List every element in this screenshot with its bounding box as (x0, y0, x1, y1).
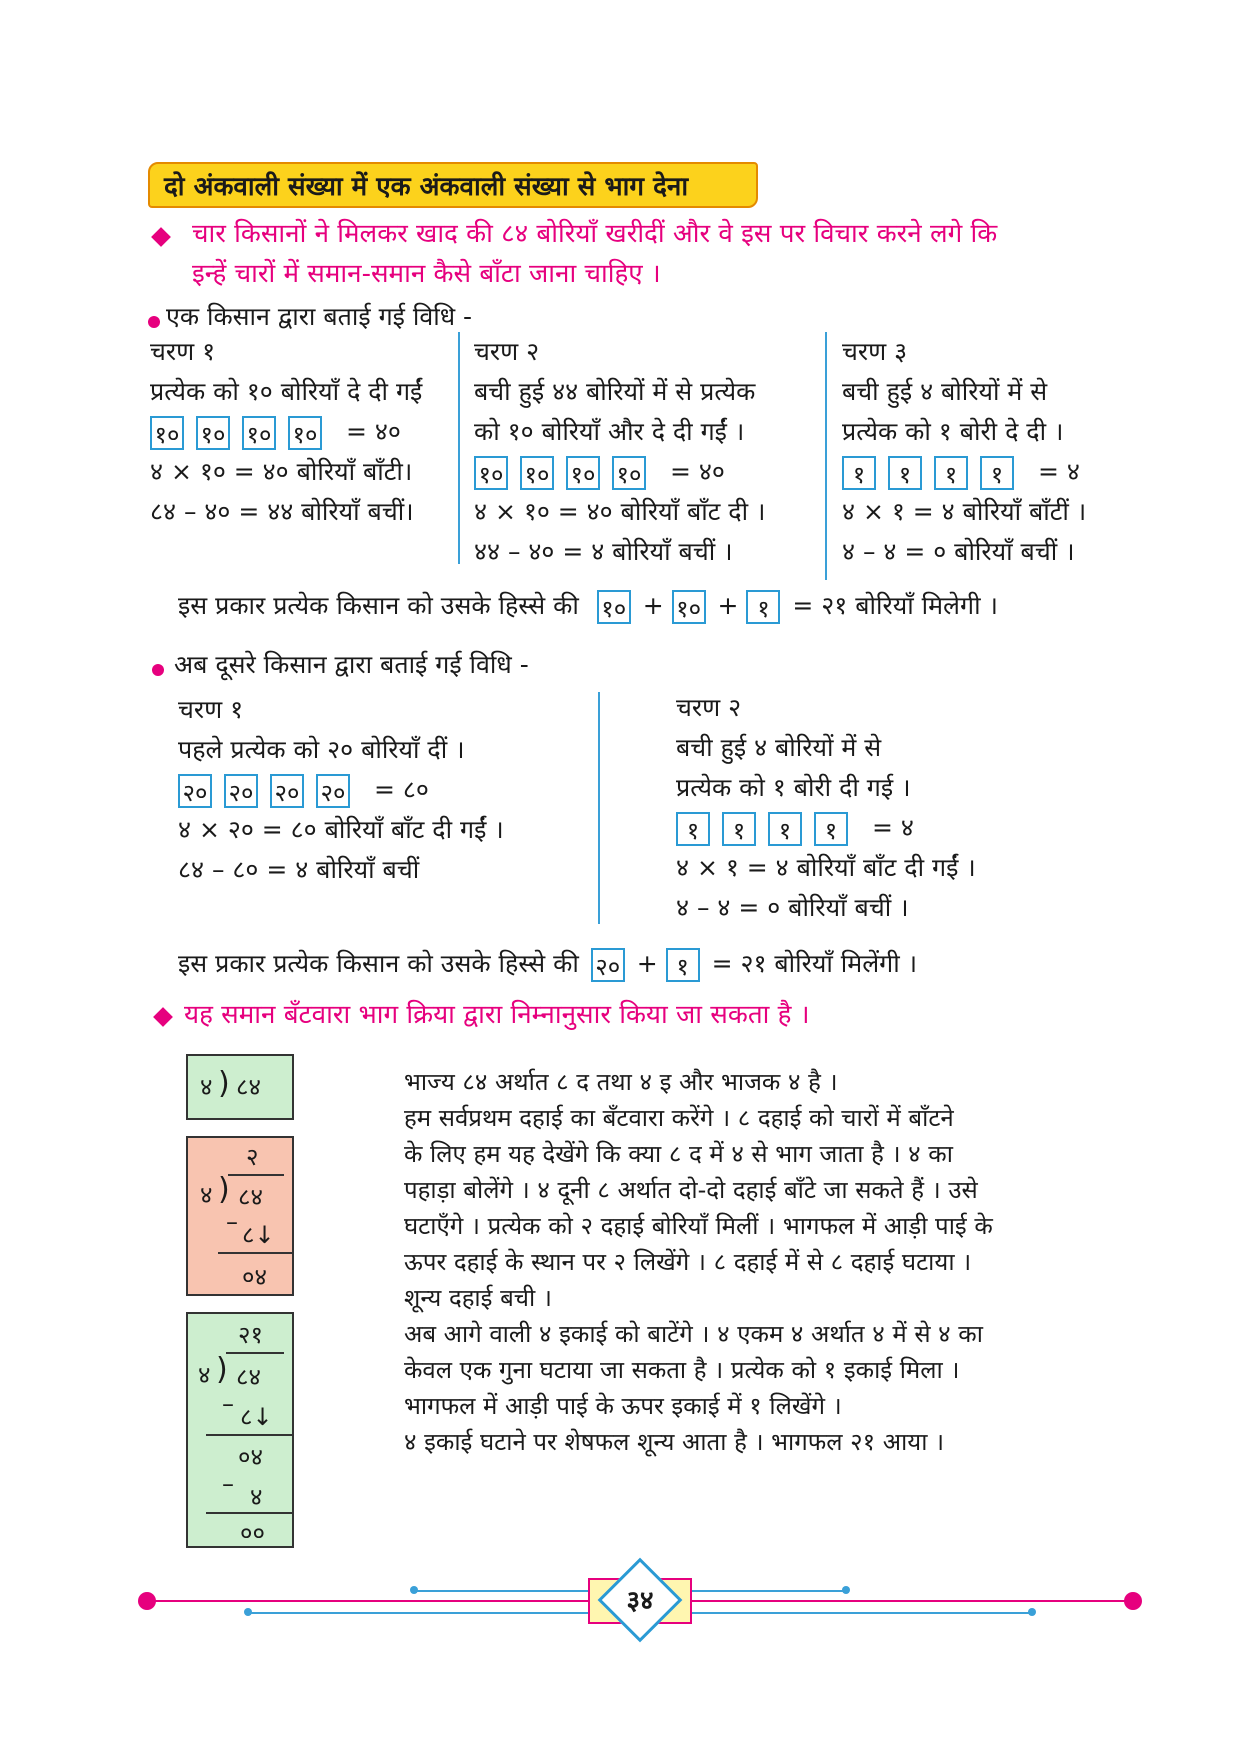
method1-step1 (150, 332, 422, 532)
explanation-line: ऊपर दहाई के स्थान पर २ लिखेंगे । ८ दहाई में से ८ दहाई घटाया । (404, 1248, 972, 1276)
number-box: १० (242, 416, 276, 450)
remainder: ०४ (242, 1263, 267, 1291)
explanation-line: भाज्य ८४ अर्थात ८ द तथा ४ इ और भाजक ४ है । (404, 1068, 838, 1096)
method2-step1 (178, 690, 504, 890)
remainder: ०४ (238, 1443, 263, 1471)
step-line: ४ – ४ = ० बोरियाँ बचीं । (676, 893, 909, 922)
step-line: प्रत्येक को १ बोरी दी गई । (676, 773, 911, 802)
method1-heading: एक किसान द्वारा बताई गई विधि - (166, 302, 473, 331)
final-remainder: ०० (240, 1519, 265, 1547)
step-line: ४ × १० = ४० बोरियाँ बाँटी। (150, 457, 413, 486)
dividend: ८४ (236, 1363, 261, 1391)
minus-sign: – (222, 1390, 234, 1418)
method1-summary: इस प्रकार प्रत्येक किसान को उसके हिस्से की १० + १० + १ = २१ बोरियाँ मिलेगी । (178, 591, 998, 623)
bracket-icon: ) (216, 1352, 228, 1387)
footer-dot-icon (1124, 1592, 1142, 1610)
number-box: २० (178, 774, 212, 808)
step-line: प्रत्येक को १० बोरियाँ दे दी गईं (150, 377, 423, 406)
step-line: ८४ – ८० = ४ बोरियाँ बचीं (178, 855, 420, 884)
step-line: बची हुई ४ बोरियों में से (676, 733, 882, 762)
number-box: १० (597, 590, 631, 624)
step-line: प्रत्येक को १ बोरी दे दी । (842, 417, 1064, 446)
dividend: ८४ (236, 1073, 261, 1101)
step-line: बची हुई ४४ बोरियों में से प्रत्येक (474, 377, 756, 406)
step-line: को १० बोरियाँ और दे दी गईं । (474, 417, 745, 446)
minus-sign: – (222, 1470, 234, 1498)
box-result: = ४ (872, 813, 914, 842)
explanation-line: हम सर्वप्रथम दहाई का बँटवारा करेंगे । ८ दहाई को चारों में बाँटने (404, 1104, 954, 1132)
bracket-icon: ) (218, 1172, 230, 1207)
number-box: १० (196, 416, 230, 450)
subtrahend: ८↓ (242, 1221, 275, 1249)
bracket-icon: ) (218, 1066, 230, 1101)
number-box: १० (474, 456, 508, 490)
explanation-line: शून्य दहाई बची । (404, 1284, 552, 1312)
box-result: = ४ (1038, 457, 1080, 486)
footer-dot-icon (138, 1592, 156, 1610)
subtrahend: ४ (250, 1483, 263, 1511)
method2-summary: इस प्रकार प्रत्येक किसान को उसके हिस्से की २० + १ = २१ बोरियाँ मिलेंगी । (178, 949, 918, 981)
column-divider (458, 332, 460, 564)
number-box: १ (722, 812, 756, 846)
dot-bullet-icon (152, 664, 164, 676)
number-box: १० (288, 416, 322, 450)
step-line: ४ – ४ = ० बोरियाँ बचीं । (842, 537, 1075, 566)
box-result: = ४० (346, 417, 401, 446)
quotient: २१ (238, 1321, 263, 1349)
number-box: १ (768, 812, 802, 846)
divisor: ४ (200, 1073, 213, 1101)
division-box-3 (186, 1312, 294, 1548)
number-box: १० (566, 456, 600, 490)
footer-small-dot-icon (1028, 1608, 1036, 1616)
footer-small-dot-icon (842, 1586, 850, 1594)
box-row (474, 452, 765, 492)
number-box: १० (520, 456, 554, 490)
step-line: बची हुई ४ बोरियों में से (842, 377, 1048, 406)
number-box: १ (676, 812, 710, 846)
problem-line-2: इन्हें चारों में समान-समान कैसे बाँटा जाना चाहिए । (192, 259, 661, 289)
method2-heading: अब दूसरे किसान द्वारा बताई गई विधि - (174, 650, 529, 679)
step-label: चरण २ (474, 337, 540, 366)
number-box: २० (270, 774, 304, 808)
explanation-line: ४ इकाई घटाने पर शेषफल शून्य आता है । भागफल २१ आया । (404, 1428, 945, 1456)
divisor: ४ (198, 1361, 211, 1389)
box-result: = ८० (374, 775, 429, 804)
diamond-bullet-icon (153, 1007, 173, 1027)
number-box: १ (842, 456, 876, 490)
number-box: २० (224, 774, 258, 808)
box-row (178, 770, 504, 810)
division-box-2 (186, 1136, 294, 1296)
footer-small-dot-icon (244, 1608, 252, 1616)
step-line: ४ × १० = ४० बोरियाँ बाँट दी । (474, 497, 766, 526)
step-label: चरण १ (150, 337, 216, 366)
step-label: चरण २ (676, 693, 742, 722)
method1-step3 (842, 332, 1086, 572)
number-box: १ (746, 590, 780, 624)
number-box: २० (316, 774, 350, 808)
step-line: पहले प्रत्येक को २० बोरियाँ दीं । (178, 735, 465, 764)
number-box: १ (666, 948, 700, 982)
number-box: २० (591, 948, 625, 982)
column-divider (825, 332, 827, 580)
number-box: १ (888, 456, 922, 490)
section-title: दो अंकवाली संख्या में एक अंकवाली संख्या से भाग देना (148, 162, 758, 208)
page-number: ३४ (626, 1586, 654, 1616)
step-line: ८४ – ४० = ४४ बोरियाँ बचीं। (150, 497, 414, 526)
number-box: १ (980, 456, 1014, 490)
box-result: = ४० (670, 457, 725, 486)
number-box: १० (672, 590, 706, 624)
dot-bullet-icon (148, 316, 160, 328)
method1-step2 (474, 332, 765, 572)
step-line: ४ × २० = ८० बोरियाँ बाँट दी गईं । (178, 815, 504, 844)
quotient: २ (246, 1143, 259, 1171)
explanation-line: घटाएँगे । प्रत्येक को २ दहाई बोरियाँ मिलीं । भागफल में आड़ी पाई के (404, 1212, 993, 1240)
box-row (842, 452, 1086, 492)
minus-sign: – (226, 1208, 238, 1236)
summary-suffix: = २१ बोरियाँ मिलेंगी । (711, 949, 918, 978)
explanation-line: के लिए हम यह देखेंगे कि क्या ८ द में ४ से भाग जाता है । ४ का (404, 1140, 953, 1168)
step-line: ४४ – ४० = ४ बोरियाँ बचीं । (474, 537, 733, 566)
number-box: १ (934, 456, 968, 490)
method2-step2 (676, 688, 976, 928)
subtrahend: ८↓ (240, 1403, 273, 1431)
footer-small-dot-icon (410, 1586, 418, 1594)
summary-suffix: = २१ बोरियाँ मिलेगी । (792, 591, 998, 620)
number-box: १० (150, 416, 184, 450)
explanation-line: अब आगे वाली ४ इकाई को बाटेंगे । ४ एकम ४ अर्थात ४ में से ४ का (404, 1320, 983, 1348)
column-divider (598, 692, 600, 924)
explanation (404, 1064, 993, 1460)
number-box: १० (612, 456, 646, 490)
explanation-line: केवल एक गुना घटाया जा सकता है । प्रत्येक को १ इकाई मिला । (404, 1356, 960, 1384)
summary-prefix: इस प्रकार प्रत्येक किसान को उसके हिस्से की (178, 591, 579, 620)
summary-prefix: इस प्रकार प्रत्येक किसान को उसके हिस्से की (178, 949, 579, 978)
number-box: १ (814, 812, 848, 846)
step-line: ४ × १ = ४ बोरियाँ बाँट दी गईं । (676, 853, 976, 882)
diamond-bullet-icon (151, 227, 171, 247)
division-box-1 (186, 1054, 294, 1120)
problem-line-1: चार किसानों ने मिलकर खाद की ८४ बोरियाँ खरीदीं और वे इस पर विचार करने लगे कि (192, 219, 998, 249)
step-line: ४ × १ = ४ बोरियाँ बाँटीं । (842, 497, 1087, 526)
explanation-line: भागफल में आड़ी पाई के ऊपर इकाई में १ लिखेंगे । (404, 1392, 842, 1420)
divisor: ४ (200, 1181, 213, 1209)
dividend: ८४ (238, 1183, 263, 1211)
explanation-line: पहाड़ा बोलेंगे । ४ दूनी ८ अर्थात दो-दो दहाई बाँटे जा सकते हैं । उसे (404, 1176, 978, 1204)
step-label: चरण १ (178, 695, 244, 724)
division-heading: यह समान बँटवारा भाग क्रिया द्वारा निम्नानुसार किया जा सकता है । (184, 1000, 810, 1030)
step-label: चरण ३ (842, 337, 908, 366)
box-row (676, 808, 976, 848)
box-row (150, 412, 422, 452)
